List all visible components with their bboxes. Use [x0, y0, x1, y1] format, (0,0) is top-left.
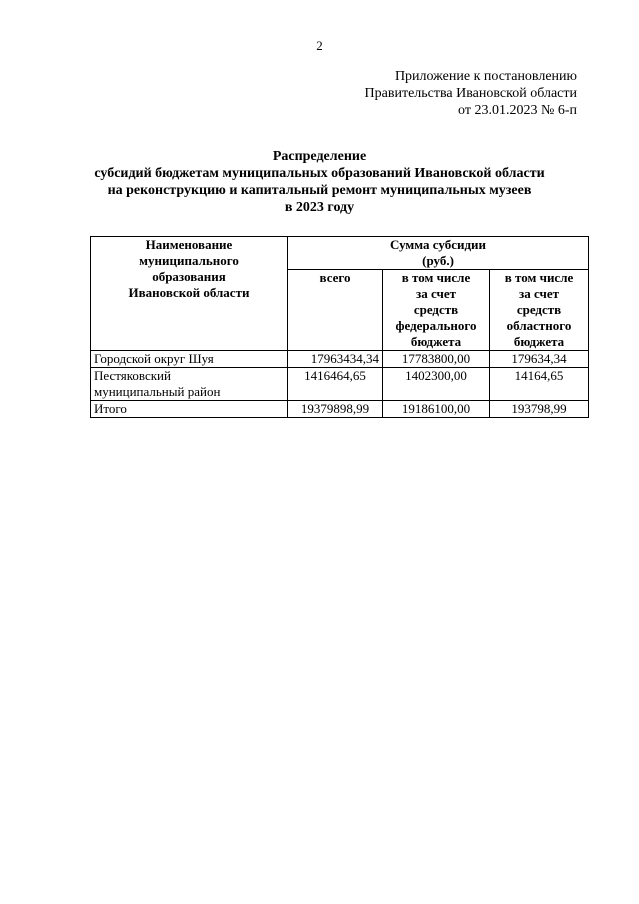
row-name-cell [91, 368, 288, 401]
annex-line: Правительства Ивановской области [364, 86, 577, 101]
title-line: субсидий бюджетам муниципальных образований Ивановской области [94, 166, 545, 181]
header-text: Ивановской области [128, 285, 250, 300]
row-federal-cell: 1402300,00 [383, 368, 490, 401]
table-header-row [91, 237, 589, 270]
row-name-cell [91, 351, 288, 368]
header-sum-column [288, 237, 589, 270]
subsidy-table [90, 236, 589, 418]
row-total-cell: 17963434,34 [288, 351, 383, 368]
row-federal-cell: 17783800,00 [383, 351, 490, 368]
header-text: в том числе [504, 270, 574, 285]
annex-line: от 23.01.2023 № 6-п [458, 103, 577, 118]
header-text: образования [152, 269, 226, 284]
header-federal-column [383, 270, 490, 351]
header-text: Наименование [145, 237, 233, 252]
header-text: муниципального [139, 253, 239, 268]
header-text: федерального [395, 318, 477, 333]
header-text: областного [506, 318, 572, 333]
title-line: в 2023 году [284, 200, 355, 215]
page-number: 2 [316, 38, 323, 53]
cell-text: Городской округ Шуя [94, 351, 214, 366]
header-text: бюджета [513, 334, 565, 349]
document-title [0, 148, 639, 216]
header-text: Сумма субсидии [390, 237, 487, 252]
title-line: на реконструкцию и капитальный ремонт муниципальных музеев [107, 183, 532, 198]
row-regional-cell: 179634,34 [490, 351, 589, 368]
header-text: всего [319, 270, 351, 285]
header-total-column [288, 270, 383, 351]
table-row [91, 351, 589, 368]
row-total-cell: 19379898,99 [288, 401, 383, 418]
header-name-column [91, 237, 288, 351]
annex-line: Приложение к постановлению [394, 69, 577, 84]
header-regional-column [490, 270, 589, 351]
annex-block [365, 68, 577, 119]
header-text: за счет [519, 286, 559, 301]
table-row [91, 401, 589, 418]
row-federal-cell: 19186100,00 [383, 401, 490, 418]
row-regional-cell: 14164,65 [490, 368, 589, 401]
header-text: средств [516, 302, 562, 317]
header-text: (руб.) [422, 253, 454, 268]
table-row [91, 368, 589, 401]
row-regional-cell: 193798,99 [490, 401, 589, 418]
header-text: в том числе [401, 270, 471, 285]
cell-text: муниципальный район [94, 384, 221, 399]
row-name-cell [91, 401, 288, 418]
title-line: Распределение [272, 149, 367, 164]
header-text: бюджета [410, 334, 462, 349]
cell-text: Итого [94, 401, 127, 416]
cell-text: Пестяковский [94, 368, 171, 383]
header-text: за счет [416, 286, 456, 301]
row-total-cell: 1416464,65 [288, 368, 383, 401]
header-text: средств [413, 302, 459, 317]
